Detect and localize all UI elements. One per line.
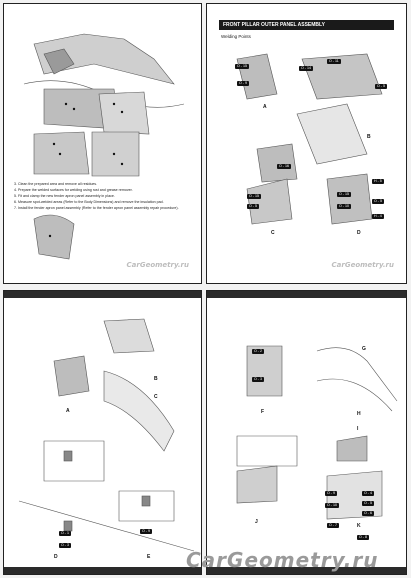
pillar-removal-figure (4, 4, 202, 284)
figure-label-c: C (271, 230, 275, 236)
figure-label-c: C (154, 394, 158, 400)
pillar-figure-left (4, 291, 202, 575)
weld-tag: O - 6 (364, 511, 372, 515)
step-5: 5. Fit and clamp the new fender apron panel assembly in place. (14, 194, 115, 198)
figure-label-b: B (154, 376, 158, 382)
weld-tag: O - 15 (249, 194, 259, 198)
figure-label-a: A (263, 104, 267, 110)
section-header: FRONT PILLAR OUTER PANEL ASSEMBLY (219, 20, 394, 30)
pillar-figure-right (207, 291, 407, 575)
figure-label-g: G (362, 346, 366, 352)
weld-tag: O - 1 (61, 531, 69, 535)
weld-tag: O - 15 (339, 192, 349, 196)
weld-tag: O - 10 (327, 503, 337, 507)
weld-tag: O - 14 (301, 66, 311, 70)
weld-tag: O - 9 (142, 529, 150, 533)
step-6: 6. Measure spot-welded areas (Refer to the Body Dimensions) and remove the insulation pad. (14, 200, 164, 204)
welding-points-figure (207, 4, 407, 284)
figure-label-d: D (54, 554, 58, 560)
weld-tag: O - 16 (279, 164, 289, 168)
weld-tag: O - 2 (254, 349, 262, 353)
figure-label-a: A (66, 408, 70, 414)
weld-tag: O - 5 (377, 84, 385, 88)
weld-tag: O - 5 (364, 501, 372, 505)
figure-label-j: J (255, 519, 258, 525)
figure-label-f: F (261, 409, 265, 415)
figure-label-b: B (367, 134, 371, 140)
weld-tag: O - 3 (61, 543, 69, 547)
watermark-top-left: CarGeometry.ru (126, 261, 189, 269)
manual-page-bottom-right (206, 290, 407, 575)
watermark-footer: CarGeometry.ru (186, 548, 379, 572)
page-bottom-bar (4, 567, 201, 574)
weld-tag: O - 9 (239, 81, 247, 85)
watermark-top-right: CarGeometry.ru (331, 261, 394, 269)
figure-label-h: H (357, 411, 361, 417)
weld-tag: O - 9 (327, 491, 335, 495)
manual-page-top-right (206, 3, 407, 284)
weld-tag: O - 5 (374, 199, 382, 203)
weld-tag: O - 8 (359, 535, 367, 539)
weld-tag: O - 11 (329, 59, 339, 63)
figure-label-i: I (357, 426, 359, 432)
step-3: 3. Clean the prepared area and remove all residues. (14, 182, 98, 186)
step-4: 4. Prepare the welded surfaces for welding using rust and grease remover. (14, 188, 133, 192)
welding-points-label: Welding Points (221, 34, 251, 39)
manual-page-top-left (3, 3, 202, 284)
weld-tag: O - 7 (329, 523, 337, 527)
figure-label-d: D (357, 230, 361, 236)
weld-tag: O - 4 (364, 491, 372, 495)
weld-tag: O - 5 (249, 204, 257, 208)
procedure-steps (14, 181, 194, 211)
weld-tag: H - 4 (374, 214, 382, 218)
figure-label-e: E (147, 554, 151, 560)
figure-label-k: K (357, 523, 361, 529)
weld-tag: O - 15 (237, 64, 247, 68)
weld-tag: H - 5 (374, 179, 382, 183)
weld-tag: O - 3 (254, 377, 262, 381)
weld-tag: O - 10 (339, 204, 349, 208)
step-7: 7. Install the fender apron panel assembly (Refer to the fender apron panel assembly repair procedure). (14, 206, 179, 210)
manual-page-bottom-left (3, 290, 202, 575)
